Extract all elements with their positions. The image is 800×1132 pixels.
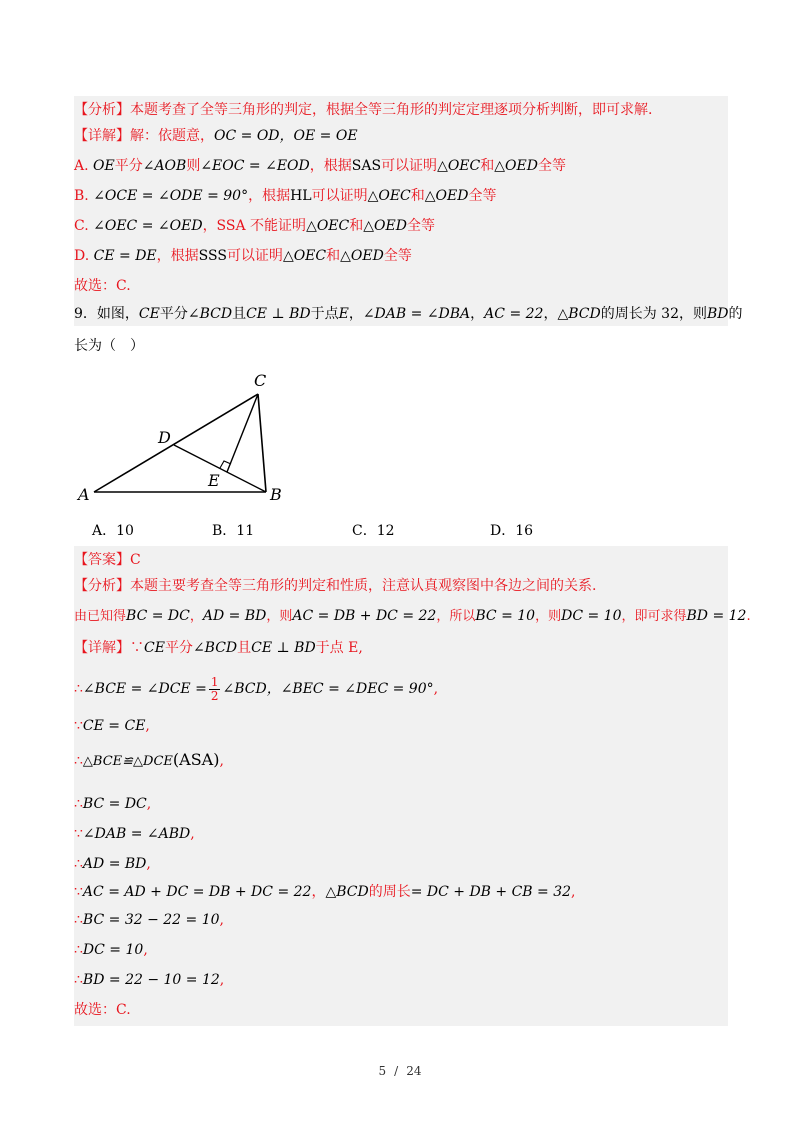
text: 平分 <box>159 306 188 322</box>
math: △OED <box>363 218 407 234</box>
text: 和 <box>480 158 495 174</box>
math: △BCD <box>557 306 601 322</box>
question-line-2: 长为（ ） <box>74 338 144 354</box>
text: , <box>143 942 148 958</box>
triangle-figure <box>74 368 294 508</box>
prev-detail-line <box>74 124 358 148</box>
therefore-symbol: ∴ <box>74 753 83 769</box>
choose-line: 故选：C. <box>74 1002 131 1018</box>
analysis-line <box>74 574 596 598</box>
since-symbol: ∵ <box>130 640 144 656</box>
step-angle-equal-line <box>74 822 195 846</box>
since-symbol: ∵ <box>74 826 83 842</box>
text: 和 <box>410 188 425 204</box>
prev-option-c-line <box>74 214 435 238</box>
math: DC = 10 <box>82 942 144 958</box>
text: ，SSA 不能证明 <box>202 218 307 234</box>
math: CE = DE <box>93 248 157 264</box>
text: . <box>746 609 751 624</box>
text: , <box>433 681 439 697</box>
detail-text: 解：依题意， <box>130 128 214 144</box>
math: HL <box>290 188 312 204</box>
math: △BCD <box>325 884 369 900</box>
math: AC = 22 <box>484 306 544 322</box>
text: 全等 <box>406 218 435 234</box>
text: , <box>219 753 224 769</box>
text: 且 <box>237 640 252 656</box>
math: BD <box>706 306 729 322</box>
prev-option-d-line <box>74 244 412 268</box>
math: △OED <box>340 248 384 264</box>
page-footer <box>0 1064 800 1078</box>
option-d: D．16 <box>490 523 534 539</box>
text: , <box>219 972 225 988</box>
therefore-symbol: ∴ <box>74 856 83 872</box>
math: CE <box>138 306 160 322</box>
label-e: E <box>208 471 220 490</box>
answer-value: C <box>130 552 141 568</box>
text: ，根据 <box>156 248 199 264</box>
segment-ce <box>227 394 258 472</box>
option-c: C．12 <box>352 523 395 539</box>
math: CE ⊥ BD <box>251 640 316 656</box>
fraction-numerator: 1 <box>210 674 219 689</box>
math: BC = DC <box>126 608 190 624</box>
analysis-text: 本题主要考查全等三角形的判定和性质，注意认真观察图中各边之间的关系. <box>130 578 597 594</box>
math: BD = 12 <box>686 608 747 624</box>
step-bc-dc-line <box>74 792 151 816</box>
math: OE <box>93 158 115 174</box>
therefore-symbol: ∴ <box>74 972 83 988</box>
text: 平分 <box>164 640 193 656</box>
solution-block-prev <box>74 96 728 326</box>
option-a: A．10 <box>92 523 134 539</box>
text: 全等 <box>468 188 497 204</box>
text: ， <box>311 884 326 900</box>
math: △BCE≌△DCE <box>82 754 173 769</box>
text: , <box>190 826 195 842</box>
analysis-summary-line <box>74 604 751 628</box>
math: ∠DAB = ∠DBA <box>362 306 471 322</box>
math: △OED <box>494 158 538 174</box>
segment-db <box>174 445 266 492</box>
label-d: D <box>158 428 171 447</box>
math: E <box>338 306 349 322</box>
prev-option-a-line <box>74 154 566 178</box>
math: (ASA) <box>172 750 220 769</box>
step-congruent-line <box>74 748 224 772</box>
solution-block <box>74 546 751 1026</box>
analysis-label: 【分析】 <box>74 102 130 118</box>
segment-cb <box>258 394 266 492</box>
text: , <box>571 884 576 900</box>
step-perimeter-line <box>74 880 576 904</box>
math: CE ⊥ BD <box>246 306 311 322</box>
option-c-letter: C. <box>74 218 89 234</box>
step-bc-value-line <box>74 908 224 932</box>
therefore-symbol: ∴ <box>74 942 83 958</box>
text: , <box>219 912 224 928</box>
option-d-letter: D. <box>74 248 90 264</box>
option-b-letter: B. <box>74 188 89 204</box>
detail-label: 【详解】 <box>74 128 130 144</box>
text: ， <box>348 306 363 322</box>
text: 全等 <box>383 248 412 264</box>
text: , <box>146 796 152 812</box>
math: AD = BD <box>202 608 267 624</box>
step-angles-line <box>74 674 438 704</box>
question-number: 9．如图， <box>74 306 139 322</box>
option-a-letter: A. <box>74 158 89 174</box>
math: ∠DAB = ∠ABD <box>82 826 191 842</box>
math: ∠OCE = ∠ODE = 90° <box>93 188 249 204</box>
math: ∠BCE = ∠DCE = <box>82 681 207 697</box>
label-a: A <box>78 485 90 504</box>
text: ，根据 <box>248 188 291 204</box>
since-symbol: ∵ <box>74 884 83 900</box>
detail-math: OC = OD，OE = OE <box>214 128 358 144</box>
math: ∠BCD <box>187 306 233 322</box>
math: CE = CE <box>82 718 146 734</box>
option-b: B．11 <box>212 523 255 539</box>
math: BC = DC <box>82 796 147 812</box>
text: 的 <box>728 306 743 322</box>
page-separator: / <box>394 1064 399 1078</box>
since-symbol: ∵ <box>74 718 83 734</box>
question-line-1 <box>74 302 743 326</box>
text: 全等 <box>537 158 566 174</box>
math: △OEC <box>437 158 481 174</box>
text: 和 <box>326 248 341 264</box>
math: ∠BCD <box>192 640 238 656</box>
fraction-denominator: 2 <box>210 688 219 703</box>
prev-option-b-line <box>74 184 496 208</box>
math: ∠EOC = ∠EOD <box>200 158 310 174</box>
text: 于点 <box>310 306 339 322</box>
math: ∠AOB <box>142 158 187 174</box>
text: ，即可求得 <box>621 609 687 624</box>
text: 由已知得 <box>74 609 127 624</box>
math: △OEC <box>282 248 327 264</box>
analysis-label: 【分析】 <box>74 578 130 594</box>
step-dc-value-line <box>74 938 148 962</box>
math: BC = 10 <box>475 608 536 624</box>
step-ad-bd-line <box>74 852 151 876</box>
text: 的周长为 32，则 <box>600 306 707 322</box>
math: SSS <box>198 248 227 264</box>
text: ， <box>543 306 558 322</box>
text: ，所以 <box>436 609 476 624</box>
text: 可以证明 <box>381 158 438 174</box>
fraction-one-half <box>209 676 221 703</box>
detail-label: 【详解】 <box>74 640 130 656</box>
text: 则 <box>186 158 201 174</box>
answer-line <box>74 548 141 572</box>
page-total: 24 <box>406 1064 422 1078</box>
segment-ac <box>94 394 258 492</box>
math: AD = BD <box>82 856 147 872</box>
math: ∠OEC = ∠OED <box>93 218 203 234</box>
math: △OEC <box>367 188 411 204</box>
text: ， <box>470 306 485 322</box>
math: BD = 22 − 10 = 12 <box>82 972 220 988</box>
text: ， <box>189 609 203 624</box>
math: BC = 32 − 22 = 10 <box>82 912 220 928</box>
math: SAS <box>351 158 382 174</box>
math: ∠BCD，∠BEC = ∠DEC = 90° <box>222 681 434 697</box>
prev-analysis-line <box>74 98 652 122</box>
text: 平分 <box>114 158 143 174</box>
text: 的周长 <box>368 884 411 900</box>
math: AC = AD + DC = DB + DC = 22 <box>82 884 312 900</box>
math: = DC + DB + CB = 32 <box>410 884 572 900</box>
label-b: B <box>270 485 282 504</box>
text: 且 <box>232 306 247 322</box>
analysis-text: 本题考查了全等三角形的判定，根据全等三角形的判定定理逐项分析判断，即可求解. <box>130 102 653 118</box>
math: △OED <box>424 188 469 204</box>
detail-line <box>74 636 363 660</box>
text: 可以证明 <box>226 248 283 264</box>
text: ，则 <box>535 609 562 624</box>
text: 可以证明 <box>311 188 368 204</box>
text: ，则 <box>266 609 293 624</box>
step-common-side-line <box>74 714 150 738</box>
therefore-symbol: ∴ <box>74 912 83 928</box>
math: △OEC <box>306 218 350 234</box>
therefore-symbol: ∴ <box>74 796 83 812</box>
therefore-symbol: ∴ <box>74 681 83 697</box>
label-c: C <box>254 371 267 390</box>
answer-label: 【答案】 <box>74 552 130 568</box>
prev-choose-line: 故选：C. <box>74 278 131 294</box>
math: CE <box>144 640 165 656</box>
text: ，根据 <box>309 158 352 174</box>
page-number: 5 <box>378 1064 387 1078</box>
text: 于点 E, <box>315 640 363 656</box>
math: AC = DB + DC = 22 <box>292 608 437 624</box>
text: , <box>146 856 151 872</box>
text: 和 <box>349 218 364 234</box>
math: DC = 10 <box>561 608 622 624</box>
text: , <box>145 718 150 734</box>
step-bd-value-line <box>74 968 224 992</box>
